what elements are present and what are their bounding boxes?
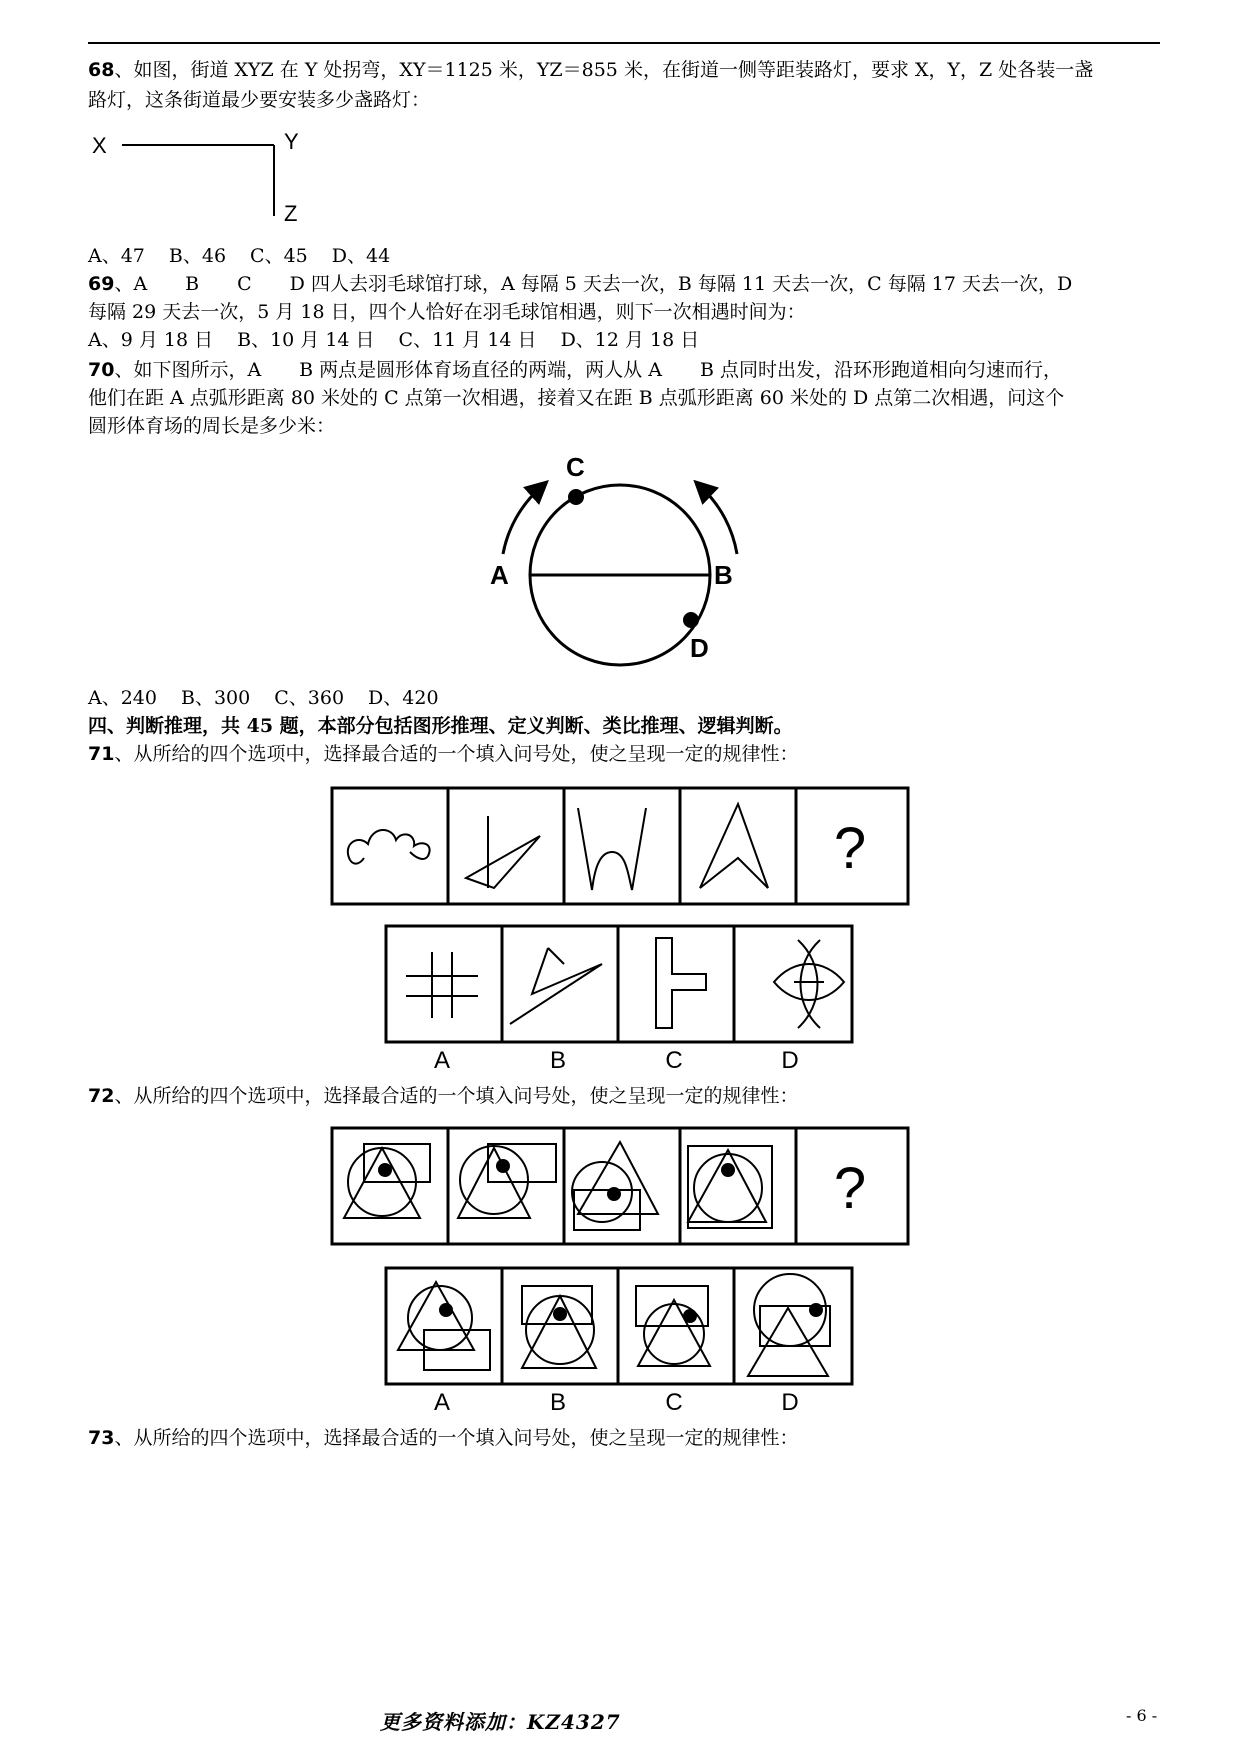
q71-number: 71 [88, 743, 115, 765]
q68-line1 [88, 56, 1093, 84]
q68-line2: 路灯，这条街道最少要安装多少盏路灯： [88, 89, 431, 111]
q69-number: 69 [88, 273, 115, 295]
q70-option-d[interactable]: D、420 [368, 687, 439, 709]
q71-cloud-figure [348, 830, 430, 864]
q68-option-a[interactable]: A、47 [88, 245, 145, 267]
q69-option-d[interactable]: D、12 月 18 日 [560, 329, 700, 351]
q69-option-b[interactable]: B、10 月 14 日 [237, 329, 375, 351]
q73-line1 [88, 1424, 798, 1452]
q71-option-a-figure[interactable] [406, 952, 478, 1018]
q72-question-row [330, 1126, 910, 1246]
q68-number: 68 [88, 59, 115, 81]
q72-figure-1 [344, 1144, 430, 1218]
q72-label-b: B [549, 1389, 567, 1414]
q71-arrowhead-figure [700, 804, 768, 888]
q72-figure-3 [572, 1142, 658, 1230]
q70-circle-figure [480, 440, 760, 680]
q70-line1 [88, 356, 1062, 384]
q70-line2: 他们在距 A 点弧形距离 80 米处的 C 点第一次相遇，接着又在距 B 点弧形距离 60 米处的 D 点第二次相遇，问这个 [88, 387, 1065, 409]
q69-option-a[interactable]: A、9 月 18 日 [88, 329, 214, 351]
q70-options [88, 684, 463, 712]
q72-option-d-figure[interactable] [748, 1274, 830, 1376]
q70-point-d [683, 612, 699, 628]
q70-option-a[interactable]: A、240 [88, 687, 157, 709]
q68-option-c[interactable]: C、45 [250, 245, 308, 267]
q71-line1 [88, 740, 798, 768]
q71-question-row [330, 786, 910, 906]
q68-street-figure [88, 124, 318, 234]
q69-line2: 每隔 29 天去一次，5 月 18 日，四个人恰好在羽毛球馆相遇，则下一次相遇时间为： [88, 301, 806, 323]
top-rule [88, 42, 1160, 44]
q70-label-b: B [714, 560, 733, 590]
q72-option-c-figure[interactable] [636, 1286, 710, 1366]
q68-option-d[interactable]: D、44 [331, 245, 391, 267]
q72-line1 [88, 1082, 798, 1110]
q70-number: 70 [88, 359, 115, 381]
q73-number: 73 [88, 1427, 115, 1449]
q72-text: 、从所给的四个选项中，选择最合适的一个填入问号处，使之呈现一定的规律性： [114, 1085, 799, 1107]
q70-text: 、如下图所示，A B 两点是圆形体育场直径的两端，两人从 A B 点同时出发，沿环形跑道相向匀速而行， [114, 359, 1062, 381]
q72-option-a-figure[interactable] [398, 1282, 490, 1370]
q72-figure-4 [688, 1146, 772, 1228]
q70-option-b[interactable]: B、300 [181, 687, 251, 709]
q68-label-y: Y [284, 129, 299, 154]
q69-text: 、A B C D 四人去羽毛球馆打球，A 每隔 5 天去一次，B 每隔 11 天去一次，C 每隔 17 天去一次，D [114, 273, 1073, 295]
q70-option-c[interactable]: C、360 [274, 687, 345, 709]
q71-w-figure [578, 808, 646, 890]
q70-line3: 圆形体育场的周长是多少米： [88, 415, 336, 437]
q71-label-a: A [433, 1047, 451, 1072]
q70-point-c [568, 489, 584, 505]
q71-option-d-figure[interactable] [774, 940, 844, 1028]
q71-label-b: B [549, 1047, 567, 1072]
section-heading: 四、判断推理，共 45 题，本部分包括图形推理、定义判断、类比推理、逻辑判断。 [88, 715, 793, 737]
q72-label-c: C [665, 1389, 683, 1414]
q72-number: 72 [88, 1085, 115, 1107]
q68-options [88, 242, 414, 270]
q70-label-c: C [566, 452, 585, 482]
q70-label-a: A [490, 560, 509, 590]
q68-label-x: X [92, 133, 107, 158]
q71-label-d: D [781, 1047, 799, 1072]
q71-question-mark: ? [833, 816, 867, 881]
q72-label-a: A [433, 1389, 451, 1414]
q71-option-b-figure[interactable] [510, 948, 602, 1024]
q72-option-b-figure[interactable] [522, 1286, 596, 1368]
q72-options-row [384, 1266, 854, 1414]
q68-text: 、如图，街道 XYZ 在 Y 处拐弯，XY＝1125 米，YZ＝855 米，在街道一侧等距装路灯，要求 X，Y，Z 处各装一盏 [114, 59, 1094, 81]
q73-text: 、从所给的四个选项中，选择最合适的一个填入问号处，使之呈现一定的规律性： [114, 1427, 799, 1449]
q71-label-c: C [665, 1047, 683, 1072]
q69-options [88, 326, 723, 354]
q71-option-c-figure[interactable] [656, 938, 706, 1028]
q72-label-d: D [781, 1389, 799, 1414]
q68-label-z: Z [284, 201, 298, 226]
q71-options-row [384, 924, 854, 1072]
q68-option-b[interactable]: B、46 [168, 245, 227, 267]
q69-line1 [88, 270, 1072, 298]
q72-question-mark: ? [833, 1156, 867, 1221]
q72-figure-2 [458, 1144, 556, 1218]
q71-text: 、从所给的四个选项中，选择最合适的一个填入问号处，使之呈现一定的规律性： [114, 743, 799, 765]
q70-label-d: D [690, 633, 709, 663]
footer-promo-text: 更多资料添加：KZ4327 [380, 1710, 621, 1734]
q69-option-c[interactable]: C、11 月 14 日 [398, 329, 537, 351]
page-number: - 6 - [1126, 1706, 1158, 1725]
q71-flag-figure [466, 816, 540, 888]
